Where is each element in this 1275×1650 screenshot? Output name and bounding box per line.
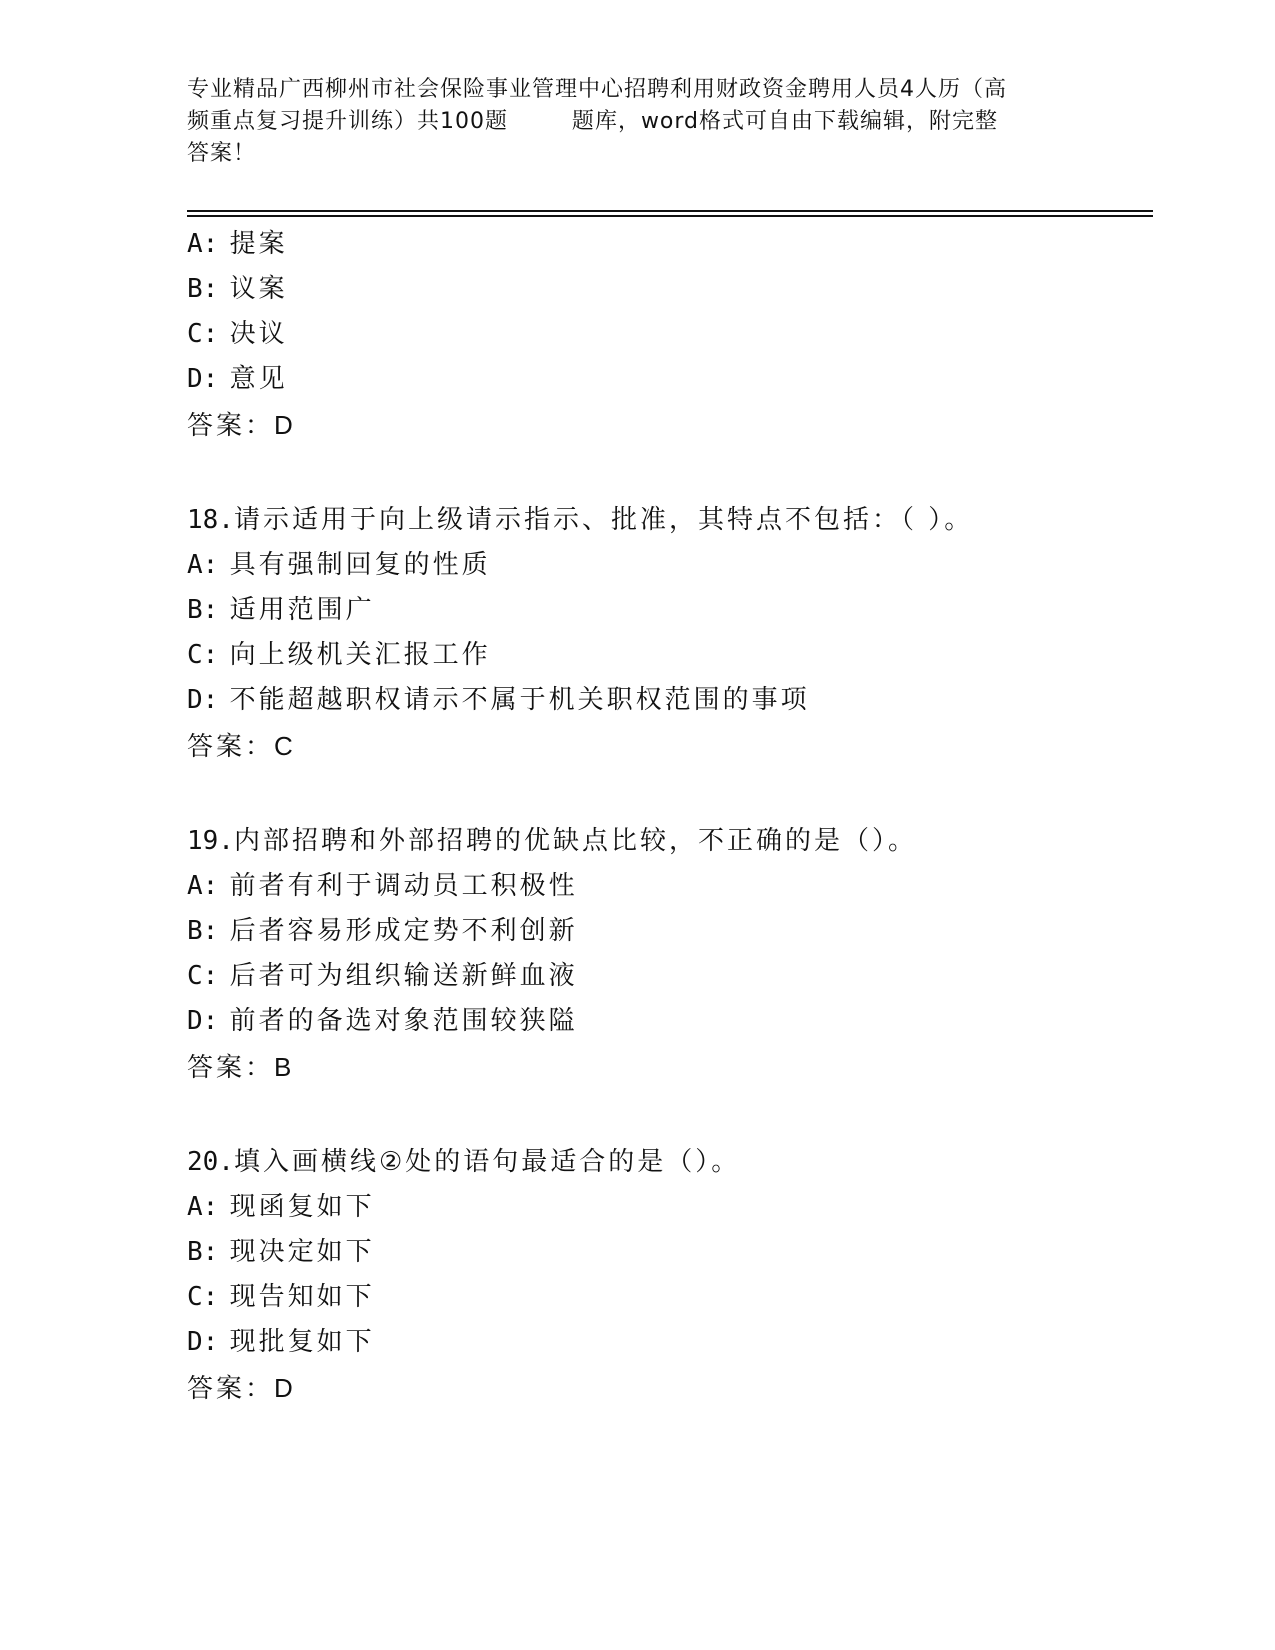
question-spacer <box>187 449 1187 498</box>
option-letter: A: <box>187 229 219 259</box>
option-text: 提案 <box>229 229 288 259</box>
answer-label: 答案： <box>187 732 275 762</box>
answer-value: D <box>274 410 296 440</box>
option-text: 前者的备选对象范围较狭隘 <box>229 1006 578 1036</box>
option-text: 意见 <box>229 364 288 394</box>
answer-line <box>187 402 1187 449</box>
question-spacer <box>187 770 1187 819</box>
option-letter: A: <box>187 871 219 901</box>
option-text: 现函复如下 <box>229 1192 375 1222</box>
question-spacer <box>187 1091 1187 1140</box>
option-row <box>187 1185 1187 1230</box>
answer-label: 答案： <box>187 1374 275 1404</box>
answer-label: 答案： <box>187 1053 275 1083</box>
answer-label: 答案： <box>187 411 275 441</box>
option-row <box>187 1230 1187 1275</box>
answer-value: B <box>274 1052 295 1082</box>
option-text: 不能超越职权请示不属于机关职权范围的事项 <box>229 685 810 715</box>
question-block-18 <box>187 498 1187 770</box>
question-number: 19. <box>187 826 234 856</box>
option-letter: B: <box>187 916 219 946</box>
option-letter: D: <box>187 1006 219 1036</box>
answer-line <box>187 723 1187 770</box>
document-header <box>187 74 1087 170</box>
option-row <box>187 588 1187 633</box>
question-block-carryover <box>187 222 1187 449</box>
header-divider-bottom <box>187 215 1153 217</box>
option-letter: B: <box>187 595 219 625</box>
question-number: 20. <box>187 1147 234 1177</box>
option-text: 议案 <box>229 274 288 304</box>
question-stem <box>187 498 1187 543</box>
option-text: 前者有利于调动员工积极性 <box>229 871 578 901</box>
header-line-1: 专业精品广西柳州市社会保险事业管理中心招聘利用财政资金聘用人员4人历（高 <box>187 77 1007 102</box>
option-text: 现决定如下 <box>229 1237 375 1267</box>
option-row <box>187 312 1187 357</box>
option-letter: A: <box>187 1192 219 1222</box>
option-row <box>187 909 1187 954</box>
option-letter: C: <box>187 1282 219 1312</box>
option-row <box>187 864 1187 909</box>
question-list <box>187 222 1187 1412</box>
option-text: 决议 <box>229 319 288 349</box>
option-row <box>187 678 1187 723</box>
option-row <box>187 1275 1187 1320</box>
question-text: 填入画横线②处的语句最适合的是（）。 <box>233 1147 741 1177</box>
question-block-20 <box>187 1140 1187 1412</box>
option-letter: B: <box>187 1237 219 1267</box>
option-letter: D: <box>187 364 219 394</box>
option-row <box>187 999 1187 1044</box>
option-text: 具有强制回复的性质 <box>229 550 491 580</box>
answer-line <box>187 1365 1187 1412</box>
option-letter: C: <box>187 640 219 670</box>
question-text: 内部招聘和外部招聘的优缺点比较，不正确的是（）。 <box>233 826 917 856</box>
option-row <box>187 222 1187 267</box>
option-text: 现告知如下 <box>229 1282 375 1312</box>
option-text: 适用范围广 <box>229 595 375 625</box>
option-letter: C: <box>187 961 219 991</box>
header-divider-top <box>187 210 1153 212</box>
option-letter: A: <box>187 550 219 580</box>
header-line-2: 频重点复习提升训练）共100题 题库，word格式可自由下载编辑，附完整 <box>187 109 999 134</box>
option-row <box>187 1320 1187 1365</box>
option-text: 现批复如下 <box>229 1327 375 1357</box>
question-number: 18. <box>187 505 234 535</box>
option-letter: B: <box>187 274 219 304</box>
header-line-3: 答案！ <box>187 141 257 166</box>
option-row <box>187 267 1187 312</box>
answer-line <box>187 1044 1187 1091</box>
answer-value: D <box>274 1373 296 1403</box>
option-row <box>187 954 1187 999</box>
option-row <box>187 633 1187 678</box>
option-text: 向上级机关汇报工作 <box>229 640 491 670</box>
option-letter: D: <box>187 685 219 715</box>
option-text: 后者容易形成定势不利创新 <box>229 916 578 946</box>
answer-value: C <box>274 731 296 761</box>
question-block-19 <box>187 819 1187 1091</box>
question-stem <box>187 819 1187 864</box>
option-letter: D: <box>187 1327 219 1357</box>
option-letter: C: <box>187 319 219 349</box>
option-text: 后者可为组织输送新鲜血液 <box>229 961 578 991</box>
question-stem <box>187 1140 1187 1185</box>
option-row <box>187 543 1187 588</box>
question-text: 请示适用于向上级请示指示、批准，其特点不包括：（ ）。 <box>233 505 974 535</box>
option-row <box>187 357 1187 402</box>
